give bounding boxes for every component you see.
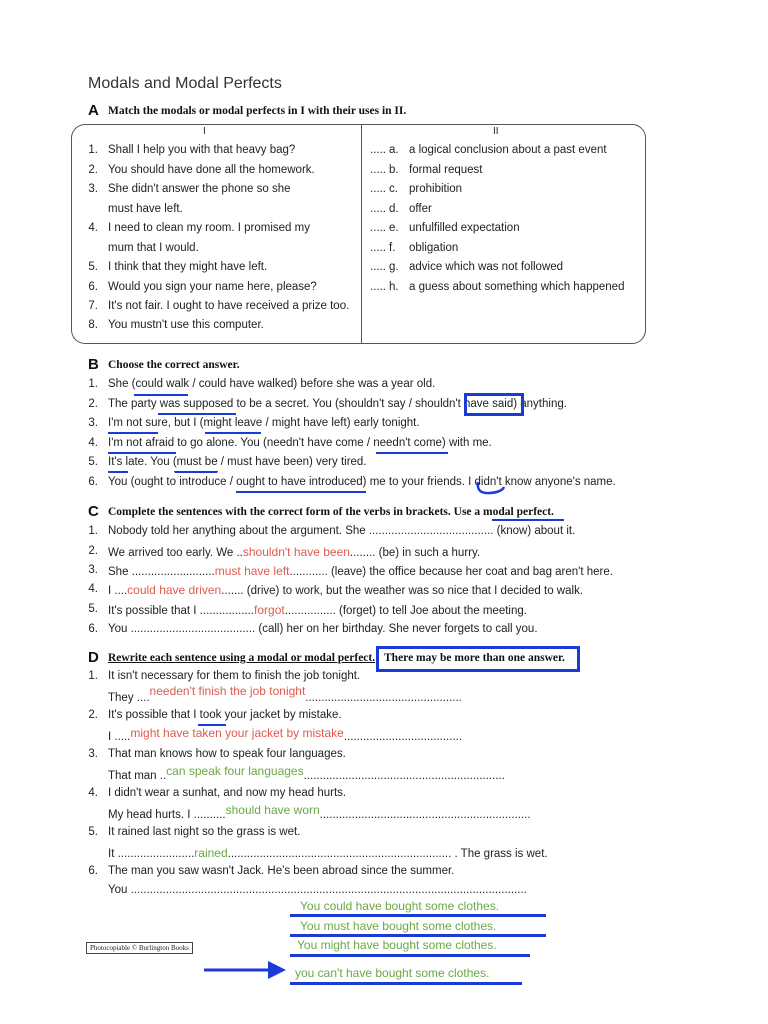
item-number: 8. (88, 319, 98, 331)
handwritten-answer: might have taken your jacket by mistake (130, 726, 344, 740)
text: .................................................................. (319, 809, 531, 821)
pen-underline (205, 432, 261, 434)
text: I .... (108, 585, 128, 597)
text: ........ (be) in such a hurry. (349, 547, 481, 559)
item-number: 2. (88, 545, 98, 557)
match-text: unfulfilled expectation (409, 222, 520, 234)
page-title: Modals and Modal Perfects (88, 75, 282, 92)
list-item: It's not fair. I ought to have received a prize too. (108, 300, 350, 312)
pen-underline (174, 471, 218, 473)
text: My head hurts. I .......... (108, 809, 226, 821)
item-number: 2. (88, 164, 98, 176)
handwritten-answer: rained (194, 846, 228, 860)
section-b-instruction: Choose the correct answer. (108, 359, 240, 371)
prompt-sentence: It isn't necessary for them to finish the job tonight. (108, 670, 361, 682)
handwritten-answer: shouldn't have been (242, 545, 350, 559)
section-a-letter: A (88, 102, 99, 119)
item-number: 1. (88, 144, 98, 156)
arrow-icon (202, 958, 288, 982)
section-d-letter: D (88, 649, 99, 666)
pen-underline (290, 934, 546, 937)
item-number: 6. (88, 476, 98, 488)
list-item (108, 603, 527, 617)
handwritten-answer: You must have bought some clothes. (300, 919, 497, 933)
handwritten-answer: You might have bought some clothes. (297, 938, 497, 952)
text: ....................................... (know) about it. (368, 525, 576, 537)
item-number: 6. (88, 865, 98, 877)
text: She .......................... (108, 566, 215, 578)
handwritten-answer: forgot (254, 603, 285, 617)
text: ............ (leave) the office because her coat and bag aren't here. (289, 566, 613, 578)
col1-header: I (203, 126, 206, 137)
match-text: prohibition (409, 183, 463, 195)
list-item: Would you sign your name here, please? (108, 281, 317, 293)
match-dots: ..... (370, 183, 386, 195)
pen-underline (236, 491, 366, 493)
pen-underline (290, 954, 530, 957)
match-text: a guess about something which happened (409, 281, 625, 293)
list-item: Shall I help you with that heavy bag? (108, 144, 296, 156)
text: ............................................................... (303, 770, 505, 782)
handwritten-answer: must have left (214, 564, 290, 578)
list-item (108, 583, 583, 597)
list-item: must have left. (108, 203, 183, 215)
text: It ........................ (108, 848, 195, 860)
text: ................ (forget) to tell Joe about the meeting. (284, 605, 527, 617)
answer-line (108, 726, 463, 743)
pen-underline (108, 432, 158, 434)
item-number: 5. (88, 456, 98, 468)
match-text: obligation (409, 242, 459, 254)
text: We arrived too early. We .. (108, 547, 243, 559)
pen-underline (376, 452, 448, 454)
pen-underline (134, 394, 188, 396)
list-item: You ....................................... (call) her on her birthday. She never forgets to call you. (108, 623, 538, 635)
handwritten-answer: You could have bought some clothes. (300, 899, 500, 913)
text: ...................................................................... . The grass is wet. (227, 848, 548, 860)
match-text: advice which was not followed (409, 261, 564, 273)
list-item: I need to clean my room. I promised my (108, 222, 310, 234)
item-number: 4. (88, 437, 98, 449)
match-dots: ..... (370, 222, 386, 234)
match-text: a logical conclusion about a past event (409, 144, 607, 156)
item-number: 1. (88, 378, 98, 390)
item-number: 5. (88, 603, 98, 615)
match-letter: c. (389, 183, 398, 195)
pen-underline (108, 452, 176, 454)
pen-underline (198, 724, 226, 726)
prompt-sentence: I didn't wear a sunhat, and now my head hurts. (108, 787, 347, 799)
section-a-right-box (361, 124, 646, 344)
text: ....... (drive) to work, but the weather was so nice that I decided to walk. (221, 585, 584, 597)
item-number: 5. (88, 826, 98, 838)
text: It's possible that I ................. (108, 605, 255, 617)
item-number: 6. (88, 623, 98, 635)
section-c-instruction: Complete the sentences with the correct form of the verbs in brackets. Use a modal perfect. (108, 506, 554, 518)
section-c-letter: C (88, 503, 99, 520)
handwritten-answer: could have driven (127, 583, 222, 597)
text: ..................................... (343, 731, 463, 743)
list-item: I think that they might have left. (108, 261, 268, 273)
handwritten-answer: needen't finish the job tonight (149, 684, 306, 698)
text: They .... (108, 692, 150, 704)
match-dots: ..... (370, 144, 386, 156)
item-number: 2. (88, 398, 98, 410)
answer-line: You ............................................................................................................................ (108, 884, 527, 896)
pen-underline (492, 519, 564, 521)
list-item: She (could walk / could have walked) before she was a year old. (108, 378, 436, 390)
pen-underline (108, 471, 128, 473)
col2-header: II (493, 126, 499, 137)
list-item: I'm not afraid to go alone. You (needn't have come / needn't come) with me. (108, 437, 492, 449)
pen-underline (290, 914, 546, 917)
item-number: 3. (88, 748, 98, 760)
text: ................................................. (305, 692, 462, 704)
item-number: 7. (88, 300, 98, 312)
handwritten-answer: should have worn (225, 803, 320, 817)
match-letter: f. (389, 242, 396, 254)
prompt-sentence: That man knows how to speak four languages. (108, 748, 346, 760)
match-letter: b. (389, 164, 399, 176)
list-item: You (ought to introduce / ought to have introduced) me to your friends. I didn't know anyone's name. (108, 476, 616, 488)
list-item: You should have done all the homework. (108, 164, 315, 176)
match-letter: a. (389, 144, 399, 156)
match-dots: ..... (370, 203, 386, 215)
item-number: 2. (88, 709, 98, 721)
list-item: I'm not sure, but I (might leave / might have left) early tonight. (108, 417, 420, 429)
answer-line (108, 764, 505, 782)
text: I ..... (108, 731, 131, 743)
list-item: It's late. You (must be / must have been) very tired. (108, 456, 367, 468)
match-text: offer (409, 203, 432, 215)
item-number: 3. (88, 417, 98, 429)
section-b-letter: B (88, 356, 99, 373)
item-number: 4. (88, 222, 98, 234)
handwritten-answer: can speak four languages (166, 764, 304, 778)
pen-curve (474, 480, 508, 496)
answer-line (108, 846, 548, 860)
pen-box (464, 393, 524, 416)
text: Nobody told her anything about the argument. She (108, 525, 369, 537)
match-dots: ..... (370, 242, 386, 254)
item-number: 3. (88, 183, 98, 195)
match-dots: ..... (370, 261, 386, 273)
list-item: She didn't answer the phone so she (108, 183, 291, 195)
list-item (108, 564, 613, 578)
pen-underline (290, 982, 522, 985)
match-letter: d. (389, 203, 399, 215)
list-item (108, 545, 480, 559)
handwritten-answer: you can't have bought some clothes. (295, 966, 490, 980)
answer-line (108, 684, 462, 704)
list-item: You mustn't use this computer. (108, 319, 264, 331)
match-letter: h. (389, 281, 399, 293)
item-number: 5. (88, 261, 98, 273)
item-number: 4. (88, 787, 98, 799)
prompt-sentence: It rained last night so the grass is wet. (108, 826, 301, 838)
match-dots: ..... (370, 164, 386, 176)
section-a-instruction: Match the modals or modal perfects in I with their uses in II. (108, 105, 407, 117)
text: That man .. (108, 770, 167, 782)
match-letter: e. (389, 222, 399, 234)
item-number: 1. (88, 525, 98, 537)
section-d-instruction: Rewrite each sentence using a modal or modal perfect. (108, 652, 376, 664)
prompt-sentence: The man you saw wasn't Jack. He's been abroad since the summer. (108, 865, 455, 877)
section-d-instruction-boxed: There may be more than one answer. (384, 652, 565, 664)
prompt-sentence: It's possible that I took your jacket by mistake. (108, 709, 342, 721)
answer-line (108, 803, 531, 821)
list-item: The party was supposed to be a secret. You (shouldn't say / shouldn't have said) anything. (108, 398, 567, 410)
footer-copyright: Photocopiable © Burlington Books (86, 942, 193, 954)
pen-underline (158, 413, 236, 415)
match-text: formal request (409, 164, 483, 176)
item-number: 4. (88, 583, 98, 595)
item-number: 6. (88, 281, 98, 293)
list-item: mum that I would. (108, 242, 199, 254)
item-number: 3. (88, 564, 98, 576)
item-number: 1. (88, 670, 98, 682)
list-item (108, 525, 575, 537)
match-dots: ..... (370, 281, 386, 293)
match-letter: g. (389, 261, 399, 273)
